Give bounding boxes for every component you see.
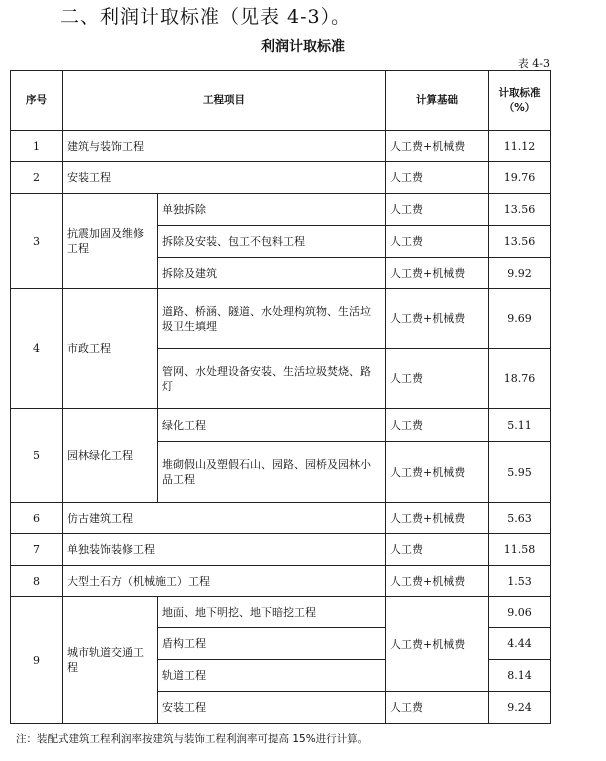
- table-row: [11, 503, 551, 534]
- cell-rate: 19.76: [489, 162, 551, 194]
- cell-base: 人工费+机械费: [386, 597, 489, 692]
- table-row: [11, 162, 551, 194]
- cell-seq: 7: [11, 534, 63, 566]
- table-title: 利润计取标准: [261, 39, 345, 55]
- table-header-row: [11, 71, 551, 131]
- cell-seq: 5: [11, 409, 63, 503]
- cell-seq: 3: [11, 194, 63, 289]
- cell-base: 人工费+机械费: [386, 289, 489, 349]
- cell-base: 人工费: [386, 692, 489, 724]
- section-heading: 二、利润计取标准（见表 4-3）。: [60, 6, 352, 28]
- cell-base: 人工费+机械费: [386, 566, 489, 597]
- cell-rate: 4.44: [489, 628, 551, 660]
- cell-seq: 8: [11, 566, 63, 597]
- cell-item: 园林绿化工程: [63, 409, 158, 503]
- cell-subitem: 绿化工程: [158, 409, 386, 442]
- cell-seq: 2: [11, 162, 63, 194]
- cell-item: 建筑与装饰工程: [63, 131, 386, 162]
- cell-rate: 5.63: [489, 503, 551, 534]
- cell-item: 城市轨道交通工程: [63, 597, 158, 724]
- cell-subitem: 管网、水处理设备安装、生活垃圾焚烧、路灯: [158, 349, 386, 409]
- cell-rate: 5.11: [489, 409, 551, 442]
- cell-base: 人工费: [386, 226, 489, 258]
- cell-rate: 18.76: [489, 349, 551, 409]
- cell-subitem: 堆砌假山及塑假石山、园路、园桥及园林小品工程: [158, 442, 386, 503]
- cell-item: 单独装饰装修工程: [63, 534, 386, 566]
- cell-base: 人工费: [386, 162, 489, 194]
- cell-item: 仿古建筑工程: [63, 503, 386, 534]
- cell-base: 人工费: [386, 194, 489, 226]
- cell-item: 市政工程: [63, 289, 158, 409]
- table-row: [11, 534, 551, 566]
- cell-base: 人工费: [386, 409, 489, 442]
- cell-rate: 9.24: [489, 692, 551, 724]
- table-row: [11, 597, 551, 628]
- cell-item: 大型土石方（机械施工）工程: [63, 566, 386, 597]
- table-footnote: 注：装配式建筑工程利润率按建筑与装饰工程利润率可提高 15%进行计算。: [16, 733, 369, 745]
- cell-subitem: 道路、桥涵、隧道、水处理构筑物、生活垃圾卫生填埋: [158, 289, 386, 349]
- cell-subitem: 安装工程: [158, 692, 386, 724]
- cell-subitem: 地面、地下明挖、地下暗挖工程: [158, 597, 386, 628]
- cell-subitem: 拆除及建筑: [158, 258, 386, 289]
- cell-base: 人工费+机械费: [386, 503, 489, 534]
- header-base: 计算基础: [386, 71, 489, 131]
- cell-base: 人工费+机械费: [386, 258, 489, 289]
- cell-rate: 9.06: [489, 597, 551, 628]
- cell-rate: 13.56: [489, 194, 551, 226]
- header-item: 工程项目: [63, 71, 386, 131]
- cell-base: 人工费: [386, 349, 489, 409]
- header-seq: 序号: [11, 71, 63, 131]
- cell-seq: 1: [11, 131, 63, 162]
- profit-rate-table: [10, 70, 551, 724]
- cell-base: 人工费+机械费: [386, 442, 489, 503]
- table-row: [11, 289, 551, 349]
- cell-rate: 8.14: [489, 660, 551, 692]
- cell-base: 人工费: [386, 534, 489, 566]
- cell-subitem: 盾构工程: [158, 628, 386, 660]
- header-rate: 计取标准（%）: [489, 71, 551, 131]
- cell-rate: 9.92: [489, 258, 551, 289]
- table-number: 表 4-3: [517, 57, 550, 70]
- cell-rate: 11.58: [489, 534, 551, 566]
- table-row: [11, 131, 551, 162]
- table-row: [11, 409, 551, 442]
- cell-item: 安装工程: [63, 162, 386, 194]
- cell-rate: 13.56: [489, 226, 551, 258]
- cell-subitem: 轨道工程: [158, 660, 386, 692]
- cell-subitem: 拆除及安装、包工不包料工程: [158, 226, 386, 258]
- table-row: [11, 566, 551, 597]
- cell-rate: 5.95: [489, 442, 551, 503]
- cell-rate: 9.69: [489, 289, 551, 349]
- cell-base: 人工费+机械费: [386, 131, 489, 162]
- cell-rate: 11.12: [489, 131, 551, 162]
- table-row: [11, 194, 551, 226]
- cell-seq: 6: [11, 503, 63, 534]
- cell-subitem: 单独拆除: [158, 194, 386, 226]
- cell-item: 抗震加固及维修工程: [63, 194, 158, 289]
- cell-seq: 9: [11, 597, 63, 724]
- cell-rate: 1.53: [489, 566, 551, 597]
- cell-seq: 4: [11, 289, 63, 409]
